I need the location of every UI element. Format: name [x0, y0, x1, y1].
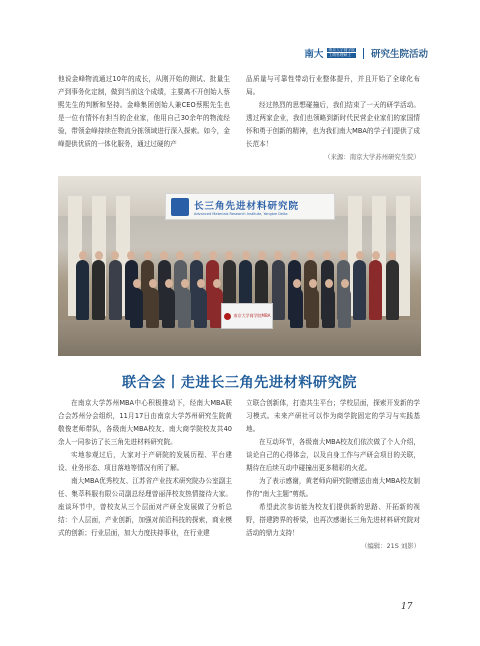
- header-column-title: 研究生院活动: [370, 49, 428, 60]
- person-head: [341, 279, 349, 288]
- paragraph: 经过热烈的思想碰撞后，我们结束了一天的研学活动。透过两家企业，我们也领略到新时代民营企业家们的家国情怀和勇于创新的精神，也为我们南大MBA的学子们提供了成长范本！: [246, 101, 420, 148]
- person-head: [193, 251, 201, 260]
- person-head: [209, 251, 217, 260]
- person-figure: [322, 288, 335, 328]
- person-head: [197, 279, 205, 288]
- person-figure: [92, 260, 105, 320]
- paragraph: 南大MBA优秀校友、江苏省产业技术研究院办公室副主任、集萃科服有限公司副总经理曾丽萍校友热情接待大家。座谈环节中，曾校友从三个层面对产研全发展做了分析总结：个人层面，产业创新，加强对前沿科技的探索，商业模式的创新；行业层面，加大力度扶持事业，在行业建: [58, 477, 232, 537]
- person-head: [133, 279, 141, 288]
- person-figure: [146, 288, 159, 328]
- paragraph: 他说金峰物流通过10年的成长，从刚开始的测试、批量生产到事务化定制，做到当前这个成绩，主要离不开创始人蔡熙先生的判断和坚持。金峰集团创始人兼CEO蔡熙先生也是一位有情怀有担当的企业家，他用自己30余年的物流经验，带领金峰持续在物流分拣领域进行深入探索。如今，金峰提供优质的一体化服务，通过过硬的产: [58, 75, 230, 148]
- person-head: [165, 279, 173, 288]
- person-head: [176, 251, 184, 260]
- person-figure: [338, 288, 351, 328]
- header-logo-line: 南京大学商学院: [328, 46, 355, 52]
- page-header: [304, 44, 428, 62]
- person-head: [293, 279, 301, 288]
- person-head: [79, 251, 87, 260]
- person-head: [388, 251, 396, 260]
- header-university: 南大: [304, 49, 324, 60]
- person-head: [258, 251, 266, 260]
- person-head: [95, 251, 103, 260]
- institute-sign-en: Advanced Materials Research Institute, Yangtze Delta: [194, 211, 288, 216]
- person-figure: [162, 288, 175, 328]
- person-head: [309, 279, 317, 288]
- person-head: [290, 251, 298, 260]
- header-logo: [327, 48, 356, 59]
- top-left-column: [58, 73, 230, 151]
- person-head: [307, 251, 315, 260]
- article-title: 联合会丨走进长三角先进材料研究院: [121, 375, 357, 391]
- person-head: [111, 251, 119, 260]
- person-figure: [76, 260, 89, 320]
- group-photo: [58, 176, 421, 356]
- person-figure: [178, 288, 191, 328]
- person-head: [225, 251, 233, 260]
- institute-sign-text: [194, 198, 299, 216]
- institute-logo-icon: [171, 198, 189, 216]
- paragraph: 品质量与可靠性带动行业整体提升，并且开始了全球化布局。: [246, 75, 420, 96]
- person-head: [274, 251, 282, 260]
- banner-text: 南京大学商学院MBA: [233, 313, 271, 318]
- group-banner: [221, 303, 273, 329]
- person-figure: [272, 260, 285, 320]
- person-figure: [109, 260, 122, 320]
- header-logo-line: 工商管理硕士: [327, 53, 356, 58]
- person-head: [372, 251, 380, 260]
- institute-sign: [165, 193, 335, 220]
- header-divider: [363, 48, 364, 59]
- paragraph: 实地参观过后，大家对于产研院的发展历程、平台建设、业务形态、项目落地等情况有所了解。: [58, 451, 232, 472]
- top-right-column: [246, 73, 420, 164]
- paragraph: 在互动环节，各级南大MBA校友们依次做了个人介绍，谈论自己的心得体会，以及自身工作与产研会项目的关联，期待在后续互动中碰撞出更多精彩的火花。: [246, 438, 420, 472]
- editor-credit: （编辑：21S 刘影）: [361, 542, 420, 550]
- person-figure: [290, 288, 303, 328]
- person-figure: [194, 288, 207, 328]
- paragraph: 在南京大学苏州MBA中心积极推动下，经南大MBA联合会苏州分会组织，11月17日由南京大学苏州研究生院黄敬俊老师带队，各级南大MBA校友、南大商学院校友共40余人一同参访了长三角先进材料研究院。: [58, 399, 232, 446]
- paragraph: 为了表示感谢，黄老师向研究院赠送由南大MBA校友制作的“南大主题”剪纸。: [246, 477, 420, 498]
- person-figure: [386, 260, 399, 320]
- person-head: [127, 251, 135, 260]
- person-head: [325, 279, 333, 288]
- person-head: [339, 251, 347, 260]
- person-head: [144, 251, 152, 260]
- person-figure: [353, 260, 366, 320]
- bottom-right-column: [246, 397, 420, 553]
- person-head: [160, 251, 168, 260]
- person-figure: [369, 260, 382, 320]
- person-head: [356, 251, 364, 260]
- paragraph: 希望此次参访能为校友们提供新的思路、开拓新的视野，搭建跨界的桥梁，也再次感谢长三角先进材料研究院对活动的鼎力支持！: [246, 503, 420, 537]
- bottom-left-column: [58, 397, 232, 540]
- person-head: [149, 279, 157, 288]
- person-head: [213, 279, 221, 288]
- person-figure: [306, 288, 319, 328]
- person-head: [181, 279, 189, 288]
- paragraph: 立联合创新体，打造共生平台；学校层面，探索开发新的学习模式。未来产研社可以作为商学院固定的学习与实践基地。: [246, 399, 420, 433]
- university-emblem-icon: [224, 313, 231, 320]
- page-number: 17: [401, 602, 413, 612]
- person-head: [323, 251, 331, 260]
- institute-sign-cn: 长三角先进材料研究院: [194, 200, 300, 212]
- person-figure: [130, 288, 143, 328]
- person-head: [242, 251, 250, 260]
- source-credit: （来源：南京大学苏州研究生院）: [324, 153, 420, 161]
